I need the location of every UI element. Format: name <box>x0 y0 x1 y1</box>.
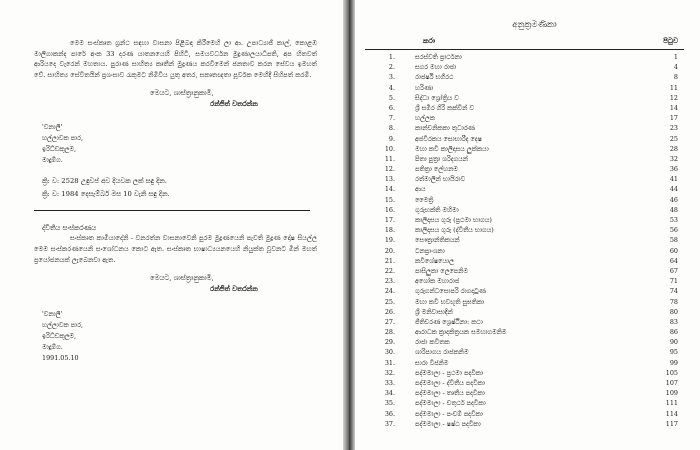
toc-entry <box>365 286 684 296</box>
toc-entry-page: 12 <box>669 93 678 102</box>
toc-entry <box>365 52 684 62</box>
address-block <box>34 122 317 166</box>
toc-entry-page: 11 <box>669 83 678 92</box>
toc-entry-page: 46 <box>669 195 678 204</box>
address-line: මාදුම්ග. <box>42 343 63 352</box>
toc-entry-number: 32. <box>384 368 395 377</box>
toc-entry-number: 20. <box>384 246 395 255</box>
toc-entry-title: පාසිලුකා ලෙපෙනිම <box>415 266 468 275</box>
address-line: 'වනාලි' <box>42 310 63 319</box>
address-line: 'වනාලි' <box>42 123 63 132</box>
date-line: ක්‍රි: ව: 2528 උඳුවප් අව දියවක ලක් සඳු දින. <box>42 177 167 186</box>
toc-entry-number: 5. <box>388 93 395 102</box>
toc-entry-number: 8. <box>388 124 395 133</box>
toc-entry-number: 34. <box>384 389 395 398</box>
toc-entry-number: 6. <box>388 103 395 112</box>
toc-entry-number: 30. <box>384 348 395 357</box>
address-line: ඉරිධ්ඩකුලම, <box>42 145 77 154</box>
toc-entry-page: 67 <box>669 266 678 275</box>
toc-entry-page: 56 <box>669 226 678 235</box>
toc-entry-title: ශාරිපාගය රාජකනිම <box>415 348 469 357</box>
left-page <box>0 0 343 450</box>
toc-entry <box>365 368 684 378</box>
toc-entry-number: 13. <box>384 175 395 184</box>
toc-entry-page: 80 <box>669 307 678 316</box>
toc-entry-page: 105 <box>665 368 678 377</box>
second-edition-heading: ද්විතීය සංස්කරණය <box>42 224 97 233</box>
toc-entry-number: 36. <box>384 409 395 418</box>
toc-entry-title: ශ්‍රී සමීර ගිරි කක්වින් ව <box>415 103 474 112</box>
toc-entry-number: 23. <box>384 277 395 286</box>
toc-entry <box>365 388 684 398</box>
toc-entry <box>365 419 684 429</box>
toc-entry <box>365 256 684 266</box>
address-line: හල්ලාවක පාර, <box>42 134 84 143</box>
toc-entry-title: පද්මමාලා - ෂෂ්ඨ පදවිකා <box>415 419 481 428</box>
toc-entry <box>365 164 684 174</box>
toc-entry-page: 14 <box>669 103 678 112</box>
toc-entry-page: 117 <box>665 419 678 428</box>
toc-entry <box>365 358 684 368</box>
toc-entry-title: ආය <box>415 185 426 194</box>
toc-entry-title: සිද්ධා ශ්‍රෝත්‍රිය ව <box>415 93 459 102</box>
toc-entry <box>365 113 684 123</box>
toc-entry <box>365 409 684 419</box>
toc-entry-number: 15. <box>384 195 395 204</box>
toc-entry-title: සරස්වති ප්‍රාර්ථනා <box>415 53 462 61</box>
address-block <box>34 309 317 364</box>
toc-entry-title: ටනප්‍රාංශනා <box>415 246 445 255</box>
toc-entry-title: හල්ලක <box>415 114 435 123</box>
toc-entry <box>365 235 684 245</box>
toc-entry-number: 37. <box>384 419 395 428</box>
toc-entry-number: 4. <box>388 83 395 92</box>
right-page <box>355 0 700 450</box>
toc-entry-title: පිතා පුත්‍රා ශරිදගයන් <box>415 154 468 163</box>
date-line: 1991.05.10 <box>42 354 79 363</box>
toc-entry <box>365 398 684 408</box>
toc-entry <box>365 215 684 225</box>
toc-entry-page: 107 <box>665 379 678 387</box>
toc-entry-number: 7. <box>388 114 395 123</box>
toc-entry-page: 28 <box>669 144 678 153</box>
toc-entry <box>365 266 684 276</box>
toc-entry-page: 23 <box>669 124 678 133</box>
toc-entry <box>365 337 684 347</box>
toc-entry-title: මහා කවි භවභූති සුඝතිකා <box>415 297 485 306</box>
toc-entry-page: 58 <box>669 236 678 245</box>
toc-entry-page: 90 <box>669 338 678 347</box>
toc-entry-page: 1 <box>673 53 678 61</box>
toc-entry-title: ආරාධක ක්‍රාදකිත්‍රයක සමහාගමනිම <box>415 328 507 337</box>
toc-entry-title: ශ්‍රී මනිවාසාදින් <box>415 307 453 316</box>
toc-header-page: පිටුව <box>663 36 678 45</box>
toc-header-title: කරා <box>423 36 436 45</box>
toc-entry <box>365 93 684 103</box>
toc-entry <box>365 297 684 307</box>
toc-entry <box>365 103 684 113</box>
toc-header <box>365 34 684 49</box>
toc-entry-number: 11. <box>384 154 395 163</box>
toc-entry <box>365 72 684 82</box>
toc-entry-title: අශෝක මහාරාජ <box>415 277 460 286</box>
toc-entry <box>365 307 684 317</box>
greeting-line: මෙයට, ශාස්ත්‍රානුකාමී, <box>150 89 214 98</box>
toc-entry <box>365 144 684 154</box>
signature-name: රන්ජිත් වතරන්න <box>210 100 258 109</box>
toc-entry-number: 29. <box>384 338 395 347</box>
preface-paragraph: මෙම සංස්කෘත ග්‍රන්ථ සඳහා වාසනා පිළිබඳ කිරීමෙහි ලා ආ. උපාධ්‍යාජී කාල්, කොළඹ මාලිගාකන්ද පාරේ අංක 33 දරණ යාතනයෙහි පිහිටි, සමයවර්ධන මුද්‍රණාලයාධිපති, අප හිතවත් ආරියදෙ වැරෙන් මහතාය. පුරාණ සාහිත්‍ය කෘතීන් මුද්‍රණය කරවීමෙන් ජනතාව කරන සේවය ඉමහත් වේ. සාහිත්‍ය සේවිතයින් ප්‍රශංසාව රැකුමට නිමිවිය යුතු අතර, සකෘතඥතා පූර්වක මෙහිදී සිහිපත් කරමි. <box>34 39 317 79</box>
toc-entry <box>365 246 684 256</box>
toc-entry-page: 86 <box>669 328 678 337</box>
signature-name: රන්ජිත් වතරන්න <box>210 285 258 294</box>
toc-entry-page: 83 <box>669 317 678 326</box>
toc-entry-page: 17 <box>669 114 678 123</box>
date-block <box>34 176 317 202</box>
toc-entry <box>365 184 684 194</box>
toc-entry-page: 78 <box>669 297 678 306</box>
toc-entry-number: 9. <box>388 134 395 143</box>
toc-entry-page: 64 <box>669 256 678 265</box>
toc-entry-title: රාජර්ෂි භගීරථ <box>415 73 454 82</box>
toc-entry-number: 12. <box>384 165 395 174</box>
toc-entry <box>365 174 684 184</box>
second-edition-paragraph: සංස්කෘත කාමියාදේනි - වනරත්න වාසනාවෙනි පුරම මුද්‍රණයෙනි පැවති මුද්‍රණ දෝෂ සියල්ල මෙම සංස්කරණයෙනි සංශෝධනය කොට ඇත. සංස්කෘත භාෂාධ්‍යයනයෙහි නියුක්ත වූවනට මින් මහත් ප්‍රයෝජනයක් ලැබෙනවා ඇත. <box>34 234 317 264</box>
toc-entry-title: රත්මාලින් භායිරාව <box>415 175 466 184</box>
toc-entry-title: කාන්චනිකකා තුධාරණ <box>415 124 475 133</box>
section-divider <box>34 210 310 211</box>
toc-entry <box>365 225 684 235</box>
toc-entry-title: පතිත්‍රා ලේහනම <box>415 165 458 174</box>
toc-entry-title: අජවිරකය සොභාරීද දෙෂ <box>415 134 482 143</box>
toc-entry-number: 18. <box>384 226 395 235</box>
address-line: ඉරිධ්ඩකුලම, <box>42 332 77 341</box>
toc-entry-page: 114 <box>665 409 678 418</box>
toc-entry <box>365 378 684 388</box>
toc-entry-page: 111 <box>665 399 678 408</box>
toc-entry-number: 26. <box>384 307 395 316</box>
address-line: මාදුම්ග. <box>42 156 63 165</box>
toc-entry-title: පද්මමාලා - පංචම් පදවිකා <box>415 409 483 418</box>
toc-entry-number: 10. <box>384 144 395 153</box>
toc-entry-number: 27. <box>384 317 395 326</box>
toc-entry-number: 35. <box>384 399 395 408</box>
toc-entry-number: 19. <box>384 236 395 245</box>
toc-entry-number: 28. <box>384 328 395 337</box>
toc-entry <box>365 134 684 144</box>
toc-entry-title: සෞත්‍රාන්තිකයන් <box>415 236 460 245</box>
toc-entry-page: 4 <box>673 63 678 72</box>
toc-entry-title: මහා කවි කාලිදාසය ලුක්කයා <box>415 144 489 153</box>
toc-entry-title: කාලිදාසය ගුරු (ද්විතීය භාගය) <box>415 226 494 235</box>
toc-entry-number: 22. <box>384 266 395 275</box>
toc-entry-number: 17. <box>384 216 395 224</box>
toc-entry-number: 31. <box>384 358 395 367</box>
toc-entry-page: 71 <box>669 277 678 286</box>
toc-entry-title: හරිණා <box>415 83 434 92</box>
address-line: හල්ලාවක පාර, <box>42 321 84 330</box>
toc-entry-page: 60 <box>669 246 678 255</box>
greeting-line: මෙයට, ශාස්ත්‍රානුකාමී, <box>150 274 214 283</box>
toc-entry <box>365 276 684 286</box>
toc-entry-number: 21. <box>384 256 395 265</box>
toc-entry-page: 109 <box>665 389 678 398</box>
toc-rule <box>365 49 684 50</box>
toc-entry-number: 1. <box>388 53 395 61</box>
toc-entry-page: 74 <box>669 287 678 296</box>
toc-entry-number: 33. <box>384 379 395 387</box>
toc-entry-title: පද්මමාලා - තෘතීය පදවිකා <box>415 389 485 398</box>
toc-entry-title: ජීතිචරණ ශ්‍රෙෂ්ඨිනා: කථා <box>415 317 483 326</box>
toc-entry-page: 32 <box>669 154 678 163</box>
toc-entry-number: 3. <box>388 73 395 82</box>
toc-entry-title: කාලිදාසය ගුරු (ප්‍රථමා භාගය) <box>415 216 492 224</box>
toc-entry-title: සගර මහා රාජා <box>415 63 457 72</box>
toc-entry <box>365 123 684 133</box>
toc-entry-page: 25 <box>669 134 678 143</box>
toc-entry-page: 48 <box>669 205 678 214</box>
toc-entry-page: 95 <box>669 348 678 357</box>
toc-entry-number: 24. <box>384 287 395 296</box>
toc-entry-page: 44 <box>669 185 678 194</box>
toc-list <box>365 52 684 429</box>
toc-entry-title: පද්මමාලා - ද්විතීය පදවිකා <box>415 379 485 387</box>
toc-entry <box>365 327 684 337</box>
toc-entry-page: 36 <box>669 165 678 174</box>
toc-entry <box>365 317 684 327</box>
toc-entry <box>365 62 684 72</box>
toc-entry-page: 41 <box>669 175 678 184</box>
toc-entry-title: සාරා විජනිම <box>415 358 449 367</box>
toc-entry-title: මෛත්‍රි <box>415 195 434 204</box>
toc-entry-number: 25. <box>384 297 395 306</box>
toc-title: අනුක්‍රමණිකා <box>512 20 557 30</box>
toc-entry-number: 2. <box>388 63 395 72</box>
toc-entry-title: ගුරුභක්ති මහිමා <box>415 205 459 214</box>
toc-entry-title: කවිශේෂයොල <box>415 256 454 265</box>
toc-entry-title: පද්මමාලා - චතුර්ථ පදවිකා <box>415 399 486 408</box>
toc-entry-number: 14. <box>384 185 395 194</box>
toc-entry-title: රාජා කවිතක <box>415 338 450 347</box>
toc-entry <box>365 195 684 205</box>
toc-entry-title: පද්මමාලා - ප්‍රථමා පදවිකා <box>415 368 484 377</box>
toc-entry-page: 99 <box>669 358 678 367</box>
toc-entry <box>365 83 684 93</box>
date-line: ක්‍රි: ව: 1984 දෙසැම්බර් මස 10 වැනි සඳු දින. <box>42 190 170 199</box>
toc-entry-page: 8 <box>673 73 678 82</box>
toc-entry-number: 16. <box>384 205 395 214</box>
book-gutter <box>343 0 355 450</box>
toc-entry <box>365 347 684 357</box>
toc-entry <box>365 205 684 215</box>
toc-entry <box>365 154 684 164</box>
toc-entry-title: ගුරුගන්ධසොපරි රාගදටුණ <box>415 287 486 296</box>
toc-entry-page: 53 <box>669 216 678 224</box>
